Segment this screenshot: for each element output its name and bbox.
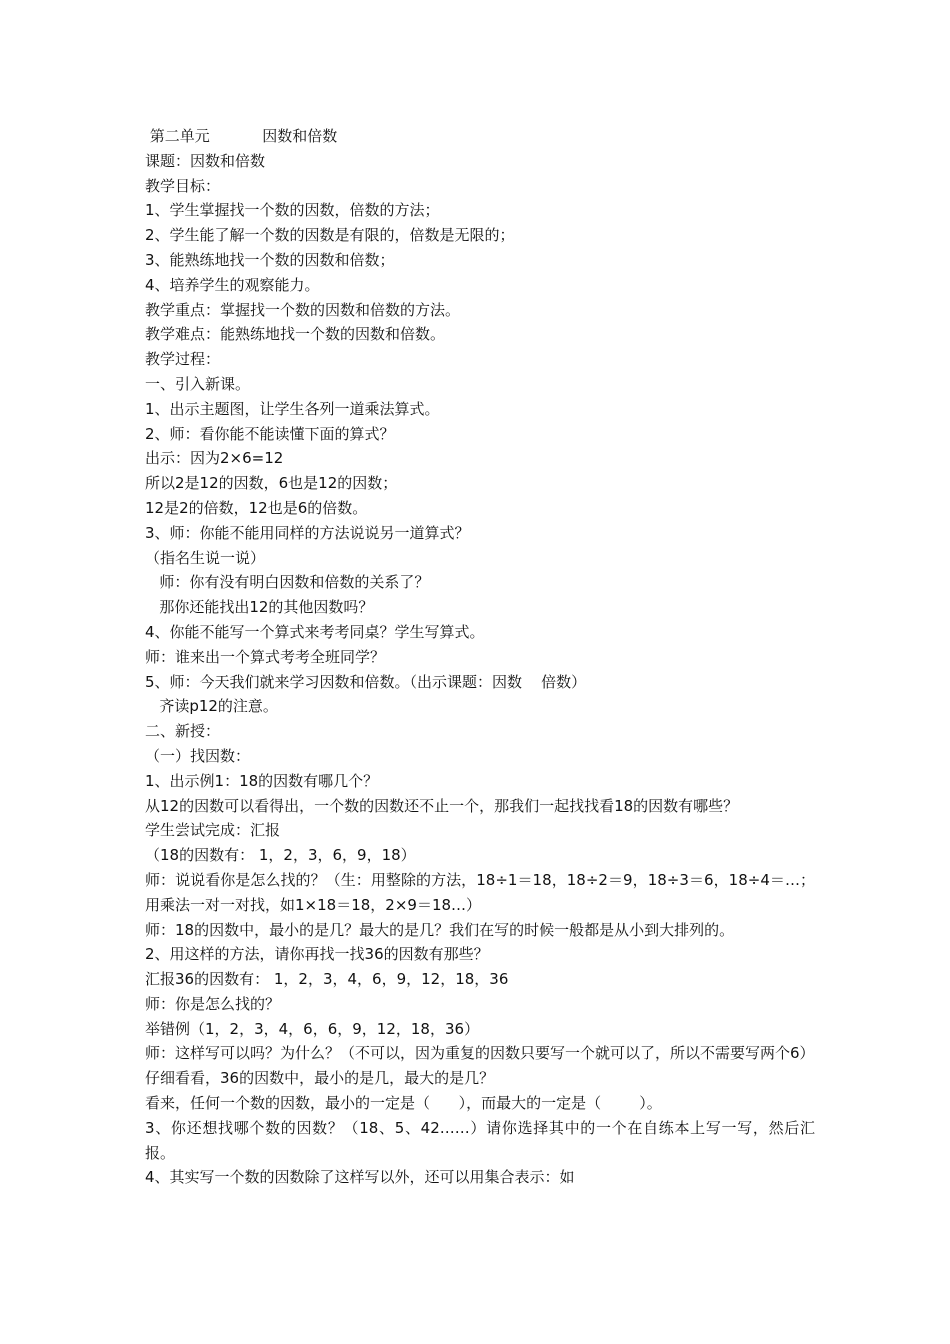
intro-step-4: 4、你能不能写一个算式来考考同桌？学生写算式。 — [145, 622, 485, 641]
lesson-topic: 课题：因数和倍数 — [145, 151, 266, 170]
step-3-practice: 3、你还想找哪个数的因数？（18、5、42……）请你选择其中的一个在自练本上写一写，然后汇报。 — [145, 1118, 815, 1162]
objectives-heading: 教学目标： — [145, 176, 221, 195]
factors-of-36: 汇报36的因数有： 1，2，3，4，6，9，12，18，36 — [145, 970, 509, 989]
objective-1: 1、学生掌握找一个数的因数，倍数的方法； — [145, 201, 440, 220]
objective-2: 2、学生能了解一个数的因数是有限的，倍数是无限的； — [145, 226, 515, 245]
section-new: 二、新授： — [145, 722, 221, 741]
key-point: 教学重点：掌握找一个数的因数和倍数的方法。 — [145, 300, 461, 319]
observe-36: 仔细看看，36的因数中，最小的是几，最大的是几？ — [145, 1069, 495, 1088]
intro-step-5: 5、师：今天我们就来学习因数和倍数。（出示课题：因数 倍数） — [145, 672, 587, 691]
min-max-question: 师：18的因数中，最小的是几？最大的是几？我们在写的时候一般都是从小到大排列的。 — [145, 920, 735, 939]
section-intro: 一、引入新课。 — [145, 374, 251, 393]
intro-step-3: 3、师：你能不能用同样的方法说说另一道算式？ — [145, 523, 470, 542]
wrong-example-explanation: 师：这样写可以吗？为什么？（不可以，因为重复的因数只要写一个就可以了，所以不需要写两个6） — [145, 1044, 815, 1063]
student-attempt: 学生尝试完成：汇报 — [145, 821, 281, 840]
teacher-question-1: 师：你有没有明白因数和倍数的关系了？ — [145, 573, 430, 592]
student-prompt: （指名生说一说） — [145, 548, 266, 567]
intro-step-2: 2、师：看你能不能读懂下面的算式？ — [145, 424, 395, 443]
step-2-36: 2、用这样的方法，请你再找一找36的因数有那些？ — [145, 945, 489, 964]
step-4-set-notation: 4、其实写一个数的因数除了这样写以外，还可以用集合表示：如 — [145, 1168, 575, 1187]
subsection-find-factors: （一）找因数： — [145, 746, 251, 765]
process-heading: 教学过程： — [145, 350, 221, 369]
intro-step-1: 1、出示主题图，让学生各列一道乘法算式。 — [145, 399, 440, 418]
teacher-question-3: 师：谁来出一个算式考考全班同学？ — [145, 647, 386, 666]
objective-3: 3、能熟练地找一个数的因数和倍数； — [145, 250, 395, 269]
example-1-lead: 从12的因数可以看得出，一个数的因数还不止一个，那我们一起找找看18的因数有哪些？ — [145, 796, 739, 815]
read-note: 齐读p12的注意。 — [145, 697, 278, 716]
factor-statement: 所以2是12的因数，6也是12的因数； — [145, 474, 398, 493]
method-explanation: 师：说说看你是怎么找的？（生：用整除的方法，18÷1＝18，18÷2＝9，18÷3＝6，18÷4＝…；用乘法一对一对找，如1×18＝18，2×9＝18…） — [145, 870, 815, 914]
unit-title: 第二单元 因数和倍数 — [145, 127, 338, 145]
multiple-statement: 12是2的倍数，12也是6的倍数。 — [145, 498, 368, 517]
fill-in-blank: 看来，任何一个数的因数，最小的一定是（ ），而最大的一定是（ ）。 — [145, 1094, 662, 1113]
teacher-question-2: 那你还能找出12的其他因数吗？ — [145, 598, 374, 617]
factors-of-18: （18的因数有： 1，2，3，6，9，18） — [145, 846, 416, 865]
document-page — [145, 124, 815, 1190]
difficulty: 教学难点：能熟练地找一个数的因数和倍数。 — [145, 325, 446, 344]
example-equation: 出示：因为2×6=12 — [145, 449, 284, 468]
objective-4: 4、培养学生的观察能力。 — [145, 275, 320, 294]
teacher-how: 师：你是怎么找的？ — [145, 994, 281, 1013]
example-1: 1、出示例1：18的因数有哪几个？ — [145, 771, 379, 790]
wrong-example: 举错例（1，2，3，4，6，6，9，12，18，36） — [145, 1019, 480, 1038]
